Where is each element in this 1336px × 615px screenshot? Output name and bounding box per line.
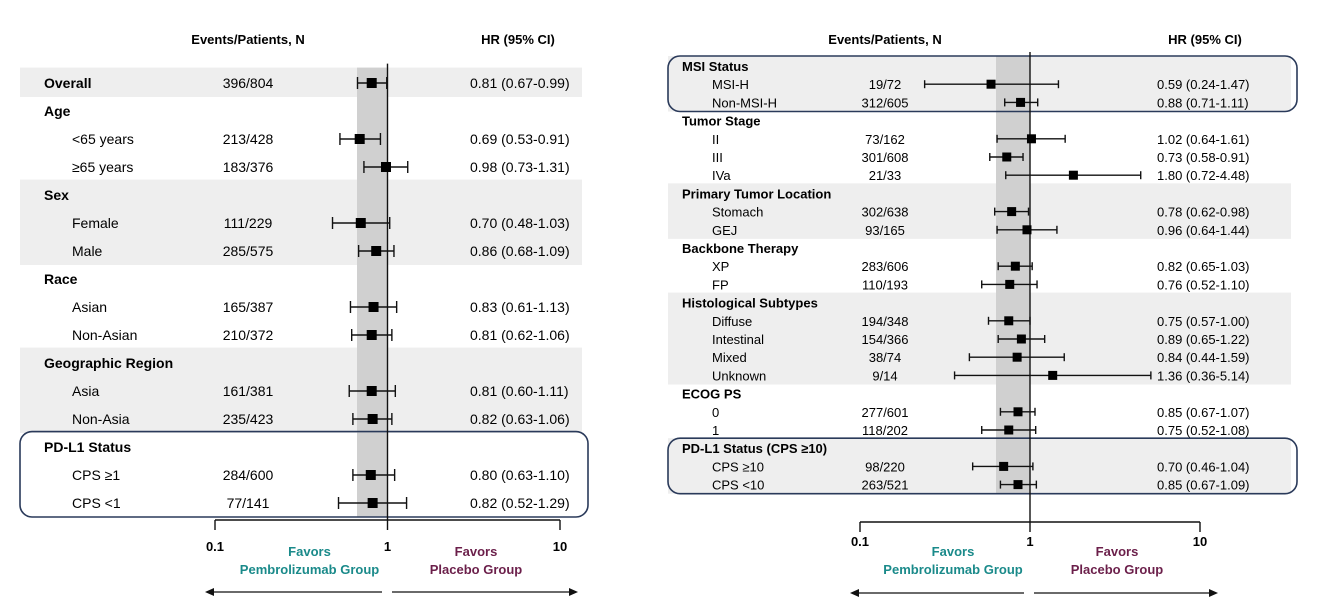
events-patients: 161/381 (222, 383, 274, 399)
events-patients: 302/638 (861, 204, 909, 220)
events-patients: 19/72 (868, 77, 902, 93)
group-label: Overall (44, 75, 92, 91)
hr-point (366, 470, 376, 480)
subgroup-label: ≥65 years (72, 159, 134, 175)
subgroup-label: CPS <1 (72, 495, 121, 511)
arrowhead-right (1209, 589, 1218, 597)
events-patients: 73/162 (865, 131, 905, 147)
group-label: Geographic Region (44, 355, 174, 371)
hr-point (371, 246, 381, 256)
group-label: Sex (44, 187, 69, 203)
subgroup-label: Unknown (712, 368, 767, 384)
subgroup-label: Diffuse (712, 313, 753, 329)
subgroup-label: 0 (712, 404, 720, 420)
events-patients: 283/606 (861, 259, 909, 275)
hr-ci-text: 0.86 (0.68-1.09) (470, 243, 570, 259)
favors-right-line2: Placebo Group (429, 562, 523, 577)
events-patients: 77/141 (226, 495, 270, 511)
hr-ci-text: 0.69 (0.53-0.91) (470, 131, 570, 147)
hr-point (1014, 407, 1023, 416)
events-patients: 194/348 (861, 313, 909, 329)
group-label: ECOG PS (682, 386, 742, 402)
events-patients: 98/220 (865, 459, 905, 475)
hr-ci-text: 0.82 (0.65-1.03) (1157, 259, 1250, 275)
arrowhead-left (850, 589, 859, 597)
hr-ci-text: 0.89 (0.65-1.22) (1157, 332, 1250, 347)
events-patients: 301/608 (861, 150, 909, 165)
subgroup-label: IVa (712, 168, 731, 184)
group-label: Age (44, 103, 71, 119)
hr-point (1048, 371, 1057, 380)
hr-ci-text: 0.81 (0.67-0.99) (470, 75, 570, 91)
hr-point (381, 162, 391, 172)
group-label: Histological Subtypes (682, 295, 818, 311)
favors-left-line1: Favors (288, 544, 331, 559)
subgroup-label: GEJ (712, 222, 738, 238)
group-label: PD-L1 Status (CPS ≥10) (682, 441, 828, 457)
hr-point (368, 414, 378, 424)
group-label: Backbone Therapy (682, 241, 799, 256)
x-tick-label: 1 (383, 539, 392, 554)
hr-point (1004, 316, 1013, 325)
hr-ci-text: 0.98 (0.73-1.31) (470, 159, 570, 175)
arrowhead-left (205, 588, 214, 596)
hr-point (355, 134, 365, 144)
events-patients: 210/372 (222, 327, 274, 343)
hr-ci-text: 0.83 (0.61-1.13) (470, 299, 570, 315)
subgroup-label: <65 years (72, 131, 134, 147)
hr-point (367, 330, 377, 340)
events-patients: 284/600 (222, 467, 274, 483)
hr-point (1014, 480, 1023, 489)
subgroup-label: Mixed (712, 350, 747, 366)
subgroup-label: Non-Asia (72, 411, 130, 427)
header-hr: HR (95% CI) (481, 32, 555, 47)
favors-right-line1: Favors (1095, 544, 1139, 559)
hr-ci-text: 0.88 (0.71-1.11) (1157, 95, 1249, 111)
hr-point (369, 302, 379, 312)
subgroup-label: Male (72, 243, 103, 259)
group-label: PD-L1 Status (44, 439, 132, 455)
favors-left-line2: Pembrolizumab Group (883, 562, 1023, 577)
subgroup-label: XP (712, 259, 730, 275)
events-patients: 21/33 (868, 168, 902, 184)
x-tick-label: 0.1 (205, 539, 225, 554)
x-tick-label: 0.1 (850, 534, 870, 549)
subgroup-label: Asian (72, 299, 108, 315)
hr-ci-text: 1.36 (0.36-5.14) (1157, 368, 1250, 384)
events-patients: 110/193 (861, 277, 909, 293)
subgroup-label: FP (712, 277, 729, 293)
subgroup-label: 1 (712, 423, 720, 438)
subgroup-label: Intestinal (712, 332, 765, 347)
subgroup-label: II (712, 131, 720, 147)
group-label: Tumor Stage (682, 113, 761, 129)
subgroup-label: Non-MSI-H (712, 95, 778, 111)
events-patients: 396/804 (222, 75, 274, 91)
hr-ci-text: 0.81 (0.60-1.11) (470, 383, 569, 399)
subgroup-label: CPS <10 (712, 477, 765, 493)
hr-point (1002, 153, 1011, 162)
hr-ci-text: 0.73 (0.58-0.91) (1157, 150, 1250, 165)
hr-ci-text: 0.70 (0.46-1.04) (1157, 459, 1250, 475)
hr-ci-text: 0.78 (0.62-0.98) (1157, 204, 1250, 220)
hr-point (1022, 225, 1031, 234)
hr-ci-text: 0.96 (0.64-1.44) (1157, 222, 1250, 238)
events-patients: 312/605 (861, 95, 909, 111)
hr-point (1069, 171, 1078, 180)
hr-ci-text: 0.75 (0.57-1.00) (1157, 313, 1250, 329)
subgroup-label: III (712, 150, 723, 165)
events-patients: 9/14 (872, 368, 898, 384)
favors-left-line2: Pembrolizumab Group (239, 562, 380, 577)
subgroup-label: CPS ≥10 (712, 459, 764, 475)
hr-ci-text: 0.82 (0.63-1.06) (470, 411, 570, 427)
hr-point (1013, 353, 1022, 362)
favors-right-line2: Placebo Group (1070, 562, 1164, 577)
subgroup-label: Stomach (712, 204, 764, 220)
hr-point (1005, 280, 1014, 289)
events-patients: 118/202 (861, 423, 909, 438)
hr-ci-text: 0.80 (0.63-1.10) (470, 467, 570, 483)
hr-point (1004, 426, 1013, 435)
hr-point (367, 386, 377, 396)
hr-ci-text: 0.85 (0.67-1.07) (1157, 404, 1250, 420)
hr-ci-text: 0.76 (0.52-1.10) (1157, 277, 1250, 293)
x-tick-label: 1 (1026, 534, 1034, 549)
hr-point (1011, 262, 1020, 271)
hr-point (356, 218, 366, 228)
hr-ci-text: 0.81 (0.62-1.06) (470, 327, 570, 343)
hr-point (1017, 335, 1026, 344)
hr-point (987, 80, 996, 89)
hr-ci-text: 0.70 (0.48-1.03) (470, 215, 570, 231)
hr-ci-text: 0.75 (0.52-1.08) (1157, 423, 1250, 438)
hr-ci-text: 0.82 (0.52-1.29) (470, 495, 570, 511)
hr-ci-text: 1.02 (0.64-1.61) (1157, 131, 1250, 147)
hr-point (1027, 134, 1036, 143)
hr-ci-text: 1.80 (0.72-4.48) (1157, 168, 1250, 184)
hr-ci-text: 0.85 (0.67-1.09) (1157, 477, 1250, 493)
arrowhead-right (569, 588, 578, 596)
events-patients: 277/601 (861, 404, 909, 420)
events-patients: 165/387 (222, 299, 274, 315)
x-tick-label: 10 (552, 539, 568, 554)
events-patients: 38/74 (868, 350, 902, 366)
group-label: Race (44, 271, 78, 287)
events-patients: 154/366 (861, 332, 909, 347)
subgroup-label: CPS ≥1 (72, 467, 121, 483)
hr-point (368, 498, 378, 508)
events-patients: 93/165 (865, 222, 905, 238)
hr-point (999, 462, 1008, 471)
subgroup-label: MSI-H (712, 77, 749, 93)
events-patients: 285/575 (222, 243, 274, 259)
events-patients: 111/229 (223, 215, 273, 231)
favors-left-line1: Favors (931, 544, 975, 559)
subgroup-label: Female (72, 215, 119, 231)
favors-right-line1: Favors (454, 544, 498, 559)
hr-point (367, 78, 377, 88)
header-events: Events/Patients, N (191, 32, 305, 47)
hr-ci-text: 0.59 (0.24-1.47) (1157, 77, 1250, 93)
header-hr: HR (95% CI) (1168, 32, 1242, 47)
subgroup-label: Non-Asian (72, 327, 138, 343)
events-patients: 263/521 (861, 477, 909, 493)
x-tick-label: 10 (1192, 534, 1208, 549)
events-patients: 213/428 (222, 131, 274, 147)
events-patients: 235/423 (222, 411, 274, 427)
header-events: Events/Patients, N (828, 32, 942, 47)
group-label: Primary Tumor Location (682, 186, 832, 202)
hr-point (1007, 207, 1016, 216)
hr-ci-text: 0.84 (0.44-1.59) (1157, 350, 1250, 366)
hr-point (1016, 98, 1025, 107)
group-label: MSI Status (682, 59, 749, 74)
subgroup-label: Asia (72, 383, 100, 399)
events-patients: 183/376 (222, 159, 274, 175)
